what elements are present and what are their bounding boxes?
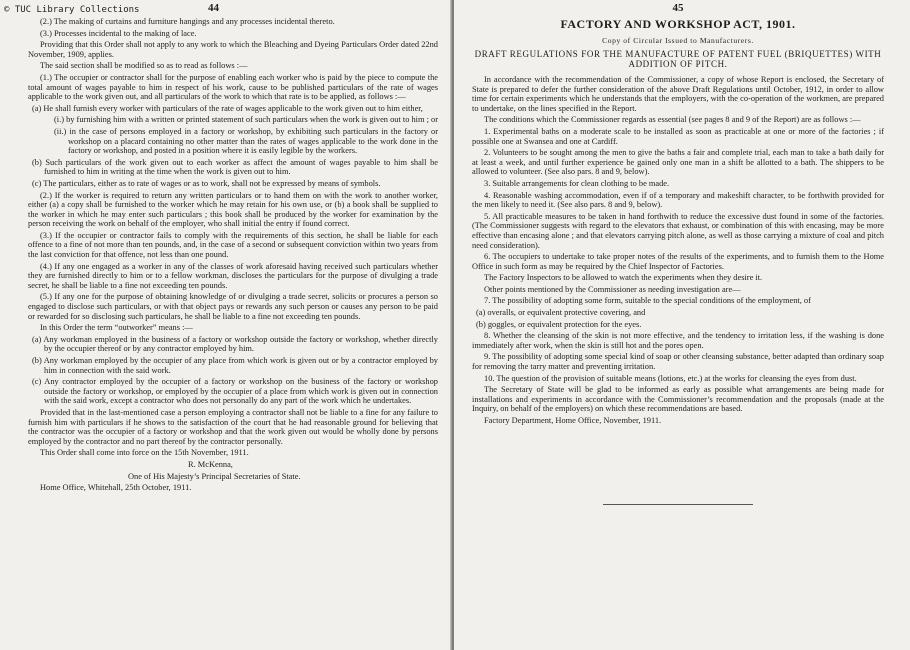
- paragraph: 10. The question of the provision of suitable means (lotions, etc.) at the works for cleansing the eyes from dust.: [484, 373, 857, 383]
- list-item: (i.) by furnishing him with a written or printed statement of such particulars when the work is given out to him ; or: [54, 115, 439, 125]
- paragraph: (5.) If any one for the purpose of obtaining knowledge of or divulging a trade secret, solicits or procures a person so engaged to disclose such particulars, or with that object pays or rewards any such person or causes any person to be paid or rewarded for so disclosing such particulars, he shall be liable to a fine not exceeding ten pounds.: [28, 292, 438, 321]
- paragraph: 4. Reasonable washing accommodation, even if of a temporary and makeshift character, to be forthwith provided for the men likely to need it. (See also pars. 8 and 9, below).: [472, 190, 884, 210]
- paragraph: The Factory Inspectors to be allowed to watch the experiments when they desire it.: [484, 273, 763, 283]
- watermark: © TUC Library Collections: [4, 5, 140, 15]
- dateline: Factory Department, Home Office, November, 1911.: [484, 416, 662, 425]
- paragraph: Other points mentioned by the Commissioner as needing investigation are—: [484, 284, 741, 294]
- page-number: 45: [672, 2, 684, 14]
- paragraph: 2. Volunteers to be sought among the men to give the baths a fair and complete trial, each man to take a bath daily for at least a week, and until further experience be gained only one man in a shift be allotted to a bath. The shippers to be allowed to volunteer. (See also pars. 8 and 9, below).: [472, 148, 884, 177]
- list-item: (b) Any workman employed by the occupier of any place from which work is given out or by a contractor employed by him in connection with the said work.: [32, 356, 438, 375]
- paragraph: This Order shall come into force on the 15th November, 1911.: [40, 448, 249, 458]
- signature-title: One of His Majesty’s Principal Secretaries of State.: [128, 471, 301, 481]
- horizontal-rule: [603, 504, 753, 505]
- paragraph: (2.) If the worker is required to return any written particulars or to hand them on with the work to another worker, either (a) a copy shall be furnished to the worker which he may retain for his own use, or (b) a book shall be supplied to the worker in which he may enter such particulars ; this book shall be produced by the worker for examination by the person receiving the work on behalf of the employer, who shall initial the entry if found correct.: [28, 190, 438, 229]
- paragraph: 9. The possibility of adopting some special kind of soap or other cleansing substance, better adapted than ordinary soap for removing the tarry matter and preventing irritation.: [472, 352, 884, 372]
- list-item: (c) The particulars, either as to rate of wages or as to work, shall not be expressed by means of symbols.: [32, 178, 381, 188]
- paragraph: 5. All practicable measures to be taken in hand forthwith to reduce the excessive dust found in some of the factories. (The Commissioner suggests with regard to the elevators that exhaust, or combination of this with encasing, may be more effective than encasing alone ; and that elevators carrying pitch alone, as well as those carrying a mixture of coal and pitch need consideration).: [472, 211, 884, 250]
- page-title: FACTORY AND WORKSHOP ACT, 1901.: [560, 17, 796, 31]
- paragraph: (3.) Processes incidental to the making of lace.: [40, 28, 197, 38]
- left-page: [0, 0, 452, 650]
- paragraph: The conditions which the Commissioner regards as essential (see pages 8 and 9 of the Report) are as follows :—: [484, 115, 861, 125]
- dateline: Home Office, Whitehall, 25th October, 1911.: [40, 483, 192, 493]
- paragraph: The Secretary of State will be glad to be informed as early as possible what arrangements are being made for installations and experiments in accordance with the Commissioner’s recommendation and the proposals (made at the Inquiry, on behalf of the employers) on which these recommendations are based.: [472, 385, 884, 414]
- signature-name: R. McKenna,: [188, 459, 233, 469]
- regulations-heading: DRAFT REGULATIONS FOR THE MANUFACTURE OF PATENT FUEL (BRIQUETTES) WITH ADDITION OF PITCH.: [474, 49, 882, 69]
- list-item: (a) overalls, or equivalent protective covering, and: [476, 308, 646, 318]
- paragraph: Providing that this Order shall not apply to any work to which the Bleaching and Dyeing Particulars Order dated 22nd November, 1909, applies.: [28, 40, 438, 59]
- list-item: (b) Such particulars of the work given out to each worker as affect the amount of wages payable to him shall be furnished to him in writing at the time when the work is given out to him.: [32, 157, 438, 177]
- list-item: (b) goggles, or equivalent protection for the eyes.: [476, 319, 642, 329]
- paragraph: (1.) The occupier or contractor shall for the purpose of enabling each worker who is paid by the piece to compute the total amount of wages payable to him in respect of his work, cause to be published particulars of the rate of wages applicable to the work given out, and all particulars of the work to which that rate is to be applied, as follows :—: [28, 72, 438, 102]
- paragraph: In accordance with the recommendation of the Commissioner, a copy of whose Report is enclosed, the Secretary of State is prepared to defer the further consideration of the above Draft Regulations until October, 1912, in order to allow time for certain experiments which he understands that the employers, with the co-operation of the workmen, are prepared to undertake, on the lines specified in the Report.: [472, 75, 884, 113]
- list-item: (c) Any contractor employed by the occupier of a factory or workshop on the business of the factory or workshop outside the factory or workshop, or employed by the occupier of a place from which work is given out in connection with the said work, except a contractor who does not personally do any part of the work which he undertakes.: [32, 377, 438, 406]
- right-page: [454, 0, 910, 650]
- paragraph: 8. Whether the cleansing of the skin is not more effective, and the tendency to irritation less, if the washing is done immediately after work, when the skin is still hot and the pores open.: [472, 331, 884, 350]
- paragraph: 6. The occupiers to undertake to take proper notes of the results of the experiments, and to furnish them to the Home Office in such form as may be required by the Chief Inspector of Factories.: [472, 252, 884, 271]
- page-number: 44: [208, 2, 219, 14]
- paragraph: (4.) If any one engaged as a worker in any of the classes of work aforesaid having received such particulars whether they are furnished directly to him or to a fellow workman, discloses the particulars for the purpose of divulging a trade secret, he shall be liable to a fine not exceeding ten pounds.: [28, 261, 438, 290]
- circular-subtitle: Copy of Circular Issued to Manufacturers.: [602, 36, 754, 45]
- list-item: (ii.) in the case of persons employed in a factory or workshop, by exhibiting such particulars in the factory or workshop on a placard containing no other matter than the rates of wages applicable to the work done in the factory or workshop, and posted in a position where it is easily legible by the workers.: [54, 126, 438, 156]
- paragraph: (2.) The making of curtains and furniture hangings and any processes incidental thereto.: [40, 17, 335, 26]
- list-item: (a) He shall furnish every worker with particulars of the rate of wages applicable to the work given out to him either,: [32, 103, 423, 113]
- paragraph: In this Order the term “outworker” means :—: [40, 323, 193, 333]
- paragraph: 3. Suitable arrangements for clean clothing to be made.: [484, 178, 670, 188]
- paragraph: (3.) If the occupier or contractor fails to comply with the requirements of this section, he shall be liable for each offence to a fine of not more than ten pounds, and, in the case of a second or subsequent conviction within two years from the last conviction for that offence, not less than one pound.: [28, 230, 438, 260]
- paragraph: 1. Experimental baths on a moderate scale to be installed as soon as practicable at one or more of the factories ; if possible one at Swansea and one at Cardiff.: [472, 126, 884, 146]
- paragraph: Provided that in the last-mentioned case a person employing a contractor shall not be liable to a fine for any failure to furnish him with particulars if he shows to the satisfaction of the court that he had reasonable ground for believing that the contractor was the occupier of a factory or workshop and that the work given out would be wholly done by persons employed by the contractor and no part thereof by the contractor personally.: [28, 407, 438, 446]
- list-item: (a) Any workman employed in the business of a factory or workshop outside the factory or workshop, whether directly by the occupier thereof or by any contractor employed by him.: [32, 334, 438, 354]
- paragraph: 7. The possibility of adopting some form, suitable to the special conditions of the employment, of: [484, 296, 811, 306]
- paragraph: The said section shall be modified so as to read as follows :—: [40, 61, 248, 71]
